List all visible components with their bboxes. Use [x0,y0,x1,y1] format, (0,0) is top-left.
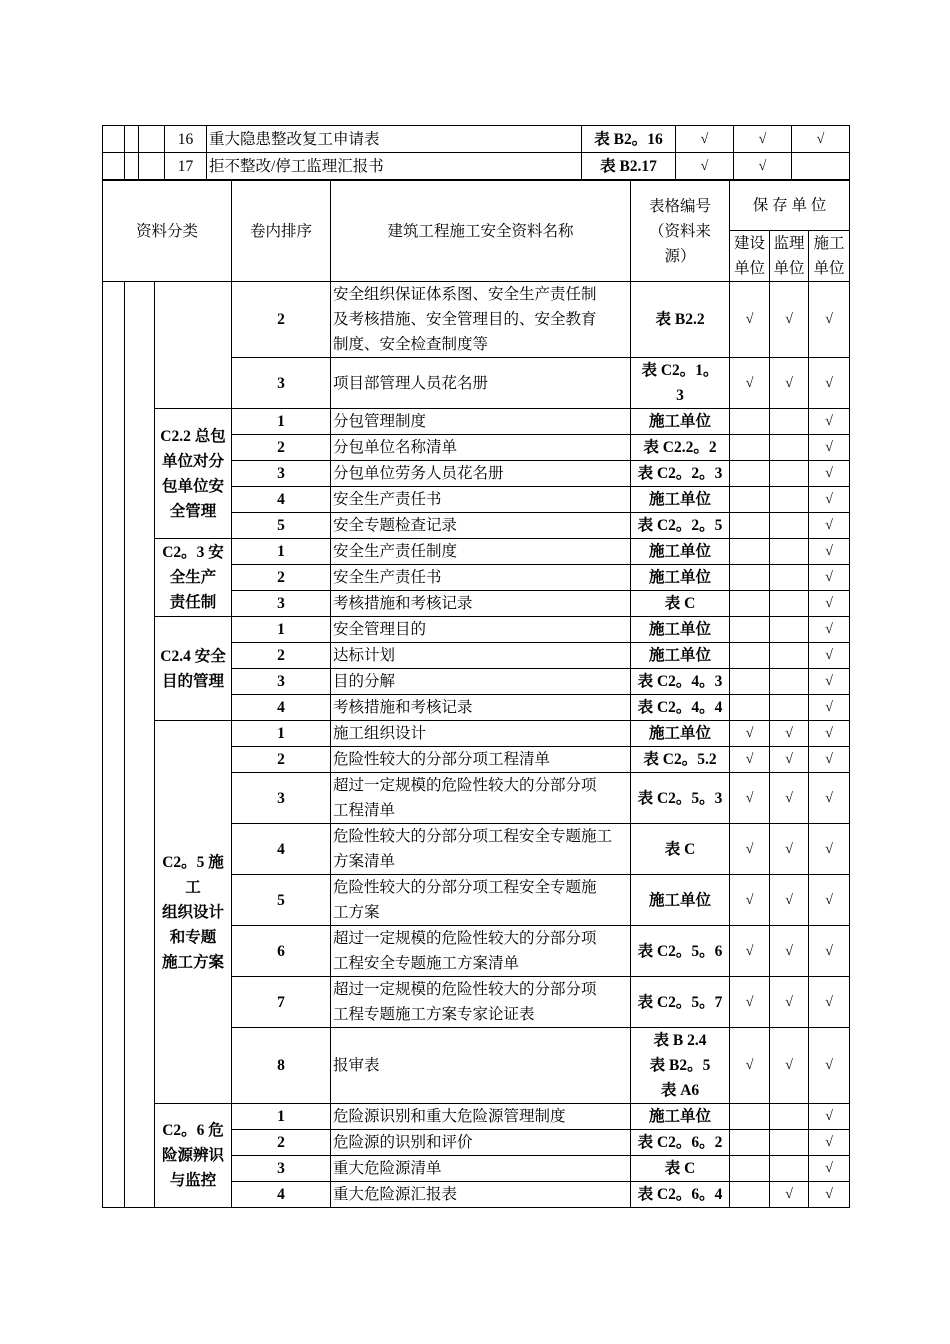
document-name-line: 目的分解 [333,673,396,690]
check-cell [730,643,770,669]
table-row [103,1104,850,1130]
form-code-line: 表 B2.2 [655,311,705,328]
form-code-line: 表 C2。5。7 [637,993,723,1011]
check-cell [730,409,770,435]
form-code [631,539,730,565]
document-name-line: 超过一定规模的危险性较大的分部分项 [333,930,597,947]
document-name-line: 考核措施和考核记录 [333,699,473,716]
check-cell [730,539,770,565]
check-cell [730,513,770,539]
check-cell: √ [809,1156,850,1182]
category-label-line: 与监控 [169,1172,217,1189]
check-cell: √ [809,824,850,875]
category-label-line: 单位对分 [162,452,225,470]
document-name [331,539,631,565]
header-unit-line: 建设 [734,235,766,252]
check-cell: √ [809,565,850,591]
document-name [331,1028,631,1104]
form-code [631,643,730,669]
document-name-line: 超过一定规模的危险性较大的分部分项 [333,777,597,794]
check-cell [730,461,770,487]
check-cell: √ [809,875,850,926]
document-name: 拒不整改/停工监理汇报书 [207,153,582,180]
check-cell: √ [809,1182,850,1208]
blank-cell [139,153,165,180]
form-code [631,747,730,773]
form-code [631,1182,730,1208]
check-cell: √ [809,977,850,1028]
check-cell: √ [730,1028,770,1104]
document-name [331,487,631,513]
document-name-line: 安全生产责任书 [333,569,442,586]
document-name-line: 分包管理制度 [333,413,427,430]
document-name-line: 危险性较大的分部分项工程安全专题施工 [333,828,613,845]
category-label [155,1104,232,1208]
check-cell: √ [770,721,809,747]
form-code [631,409,730,435]
document-name-line: 方案清单 [333,853,396,870]
document-name-line: 危险性较大的分部分项工程清单 [333,751,551,768]
row-number: 4 [232,1182,331,1208]
document-name: 重大隐患整改复工申请表 [207,126,582,153]
header-code-line: 表格编号 [649,197,712,215]
row-number: 17 [165,153,207,180]
form-code-line: 表 B2。5 [649,1057,711,1074]
row-number: 2 [232,565,331,591]
check-cell: √ [730,282,770,358]
blank-cell [103,153,125,180]
category-label-line: 工 [185,878,201,896]
check-cell [730,565,770,591]
document-name [331,977,631,1028]
form-code-line: 3 [676,387,684,404]
check-cell [770,1156,809,1182]
row-number: 2 [232,435,331,461]
header-code [631,181,730,282]
document-name [331,461,631,487]
check-cell [770,643,809,669]
check-cell: √ [770,977,809,1028]
form-code [631,721,730,747]
form-code-line: 施工单位 [649,1108,712,1125]
check-cell: √ [809,461,850,487]
category-label-line: 组织设计 [162,903,225,921]
document-name [331,282,631,358]
check-cell: √ [730,721,770,747]
check-cell: √ [730,747,770,773]
category-label-line: 全生产 [169,569,217,586]
document-name-line: 制度、安全检查制度等 [333,336,489,353]
top-table [102,125,850,180]
blank-cell [125,126,139,153]
document-name-line: 工程专题施工方案专家论证表 [333,1006,535,1023]
form-code-line: 表 C2。5。6 [637,942,723,960]
form-code [631,617,730,643]
row-number: 5 [232,513,331,539]
header-unit-line: 单位 [734,260,766,277]
document-name [331,695,631,721]
check-cell [730,695,770,721]
check-cell: √ [809,1130,850,1156]
category-label-line: C2。3 安 [162,544,224,561]
document-name-line: 施工组织设计 [333,725,427,742]
check-cell: √ [809,539,850,565]
check-cell: √ [770,824,809,875]
check-cell: √ [676,153,734,180]
check-cell: √ [770,747,809,773]
form-code-line: 表 C2。2。3 [637,465,723,482]
form-code [631,824,730,875]
check-cell: √ [809,358,850,409]
form-code-line: 施工单位 [649,569,712,586]
document-name-line: 重大危险源汇报表 [333,1186,458,1203]
document-name-line: 及考核措施、安全管理目的、安全教育 [333,311,597,328]
document-name-line: 危险源识别和重大危险源管理制度 [333,1108,566,1125]
form-code-line: 施工单位 [649,543,712,560]
form-code [631,565,730,591]
document-name [331,513,631,539]
row-number: 1 [232,1104,331,1130]
form-code-line: 表 C2。6。4 [637,1186,723,1203]
header-code-line: （资料来 [649,222,712,240]
check-cell [770,565,809,591]
document-name-line: 安全管理目的 [333,621,427,638]
check-cell [730,487,770,513]
check-cell [770,487,809,513]
check-cell [770,513,809,539]
form-code [631,977,730,1028]
check-cell [730,617,770,643]
check-cell: √ [770,773,809,824]
check-cell [792,153,850,180]
category-label-line: 目的管理 [162,672,225,690]
form-code-line: 表 C2。6。2 [637,1134,723,1151]
check-cell [770,539,809,565]
table-row [103,282,850,358]
row-number: 2 [232,747,331,773]
document-name [331,875,631,926]
row-number: 3 [232,669,331,695]
form-code: 表 B2。16 [582,126,676,153]
form-code-line: 表 C [664,1160,696,1177]
form-code [631,875,730,926]
form-code [631,773,730,824]
category-label-line: 包单位安 [162,477,225,495]
form-code-line: 表 C2。2。5 [637,517,723,534]
form-code-line: 施工单位 [649,491,712,508]
row-number: 1 [232,721,331,747]
document-name-line: 安全组织保证体系图、安全生产责任制 [333,286,597,303]
form-code-line: 施工单位 [649,413,712,430]
form-code [631,1028,730,1104]
check-cell: √ [809,926,850,977]
main-table [102,180,850,1208]
category-label [155,721,232,1104]
row-number: 4 [232,824,331,875]
form-code-line: 表 C2。5。3 [637,789,723,807]
table-row [103,126,850,153]
document-name [331,926,631,977]
form-code-line: 施工单位 [649,891,712,909]
document-name [331,1130,631,1156]
document-name [331,358,631,409]
document-name [331,1104,631,1130]
row-number: 3 [232,773,331,824]
check-cell: √ [809,282,850,358]
check-cell [770,695,809,721]
table-row [103,617,850,643]
category-label-line: C2.4 安全 [160,647,226,665]
check-cell [770,461,809,487]
row-number: 2 [232,643,331,669]
row-number: 16 [165,126,207,153]
document-name-line: 项目部管理人员花名册 [333,374,489,392]
document-name-line: 超过一定规模的危险性较大的分部分项 [333,981,597,998]
check-cell: √ [809,409,850,435]
header-unit-line: 监理 [773,235,805,252]
check-cell: √ [730,358,770,409]
header-unit-line: 单位 [773,260,805,277]
check-cell: √ [730,824,770,875]
check-cell: √ [809,721,850,747]
document-name [331,669,631,695]
blank-cell [103,126,125,153]
form-code [631,513,730,539]
document-name [331,643,631,669]
check-cell: √ [809,747,850,773]
check-cell: √ [809,1104,850,1130]
form-code-line: 表 C2.2。2 [643,439,717,456]
row-number: 6 [232,926,331,977]
header-name: 建筑工程施工安全资料名称 [331,181,631,282]
form-code-line: 施工单位 [649,725,712,742]
header-unit-line: 施工 [813,235,845,252]
check-cell [770,669,809,695]
form-code [631,282,730,358]
document-name [331,565,631,591]
check-cell: √ [734,126,792,153]
document-name-line: 分包单位名称清单 [333,439,458,456]
form-code [631,487,730,513]
check-cell [730,669,770,695]
check-cell [730,591,770,617]
form-code-line: 施工单位 [649,647,712,664]
document-name [331,435,631,461]
document-name [331,773,631,824]
check-cell: √ [770,282,809,358]
row-number: 1 [232,539,331,565]
form-code-line: 表 C2。4。3 [637,673,723,690]
check-cell [730,1130,770,1156]
document-name-line: 安全专题检查记录 [333,517,458,534]
check-cell: √ [770,1028,809,1104]
check-cell [730,435,770,461]
table-row [103,153,850,180]
document-name-line: 危险性较大的分部分项工程安全专题施 [333,879,597,896]
row-number: 7 [232,977,331,1028]
check-cell: √ [730,977,770,1028]
row-number: 3 [232,591,331,617]
document-name [331,721,631,747]
form-code [631,461,730,487]
check-cell: √ [809,695,850,721]
document-name-line: 工方案 [333,904,380,921]
blank-cell [139,126,165,153]
document-name-line: 报审表 [333,1057,380,1074]
document-name-line: 安全生产责任书 [333,491,442,508]
check-cell: √ [809,435,850,461]
form-code-line: 表 C [664,595,696,612]
check-cell: √ [809,669,850,695]
check-cell: √ [770,1182,809,1208]
form-code [631,358,730,409]
category-label-line: 全管理 [169,502,217,520]
check-cell [770,1130,809,1156]
document-name-line: 工程安全专题施工方案清单 [333,955,520,972]
blank-cell [103,282,125,1208]
check-cell [730,1156,770,1182]
form-code [631,1130,730,1156]
check-cell: √ [809,773,850,824]
document-name-line: 危险源的识别和评价 [333,1134,473,1151]
check-cell: √ [770,926,809,977]
check-cell: √ [676,126,734,153]
category-label-line: 险源辨识 [162,1147,225,1164]
category-label-line: C2。6 危 [162,1122,224,1139]
form-code [631,695,730,721]
row-number: 3 [232,461,331,487]
category-label [155,539,232,617]
header-code-line: 源） [664,247,696,265]
category-label-line: 施工方案 [162,953,225,971]
document-name-line: 达标计划 [333,647,396,664]
header-order: 卷内排序 [232,181,331,282]
category-label [155,409,232,539]
check-cell: √ [770,358,809,409]
blank-cell [125,282,155,1208]
document-name-line: 安全生产责任制度 [333,543,458,560]
check-cell [770,1104,809,1130]
row-number: 1 [232,617,331,643]
form-code [631,591,730,617]
check-cell: √ [770,875,809,926]
form-code [631,669,730,695]
check-cell: √ [809,591,850,617]
document-name [331,824,631,875]
check-cell: √ [809,487,850,513]
row-number: 1 [232,409,331,435]
document-name-line: 重大危险源清单 [333,1160,442,1177]
category-label [155,617,232,721]
row-number: 3 [232,358,331,409]
document-name-line: 分包单位劳务人员花名册 [333,465,504,482]
check-cell [770,591,809,617]
form-code-line: 表 C2。5.2 [643,751,717,768]
header-keep: 保 存 单 位 [730,181,850,231]
table-row [103,539,850,565]
row-number: 4 [232,695,331,721]
check-cell [730,1182,770,1208]
category-label-line: C2。5 施 [162,853,224,871]
document-name [331,1182,631,1208]
form-code: 表 B2.17 [582,153,676,180]
row-number: 4 [232,487,331,513]
document-name-line: 工程清单 [333,802,396,819]
check-cell [770,409,809,435]
check-cell: √ [809,513,850,539]
document-name [331,747,631,773]
document-name [331,409,631,435]
document-name [331,617,631,643]
form-code-line: 表 C2。4。4 [637,699,723,716]
form-code-line: 施工单位 [649,621,712,638]
form-code [631,1104,730,1130]
form-code-line: 表 B 2.4 [653,1032,707,1049]
check-cell [770,435,809,461]
document-name-line: 考核措施和考核记录 [333,595,473,612]
check-cell: √ [734,153,792,180]
category-label-line: C2.2 总包 [160,427,226,445]
form-code-line: 表 C [664,840,696,858]
row-number: 3 [232,1156,331,1182]
form-code [631,1156,730,1182]
document-name [331,1156,631,1182]
document-name [331,591,631,617]
check-cell: √ [809,1028,850,1104]
form-code-line: 表 C2。1。 [641,362,719,379]
form-code-line: 表 A6 [660,1082,700,1099]
header-unit-line: 单位 [813,260,845,277]
form-code [631,926,730,977]
check-cell [770,617,809,643]
blank-cell [125,153,139,180]
header-category: 资料分类 [103,181,232,282]
check-cell: √ [809,617,850,643]
category-label [155,282,232,409]
check-cell: √ [730,875,770,926]
form-code [631,435,730,461]
check-cell: √ [730,773,770,824]
category-label-line: 责任制 [169,594,217,611]
table-row [103,721,850,747]
check-cell: √ [730,926,770,977]
row-number: 8 [232,1028,331,1104]
header-unit-construction [730,231,770,282]
category-label-line: 和专题 [169,928,217,946]
check-cell [730,1104,770,1130]
check-cell: √ [792,126,850,153]
row-number: 2 [232,1130,331,1156]
header-unit-supervision [770,231,809,282]
check-cell: √ [809,643,850,669]
row-number: 2 [232,282,331,358]
table-row [103,409,850,435]
row-number: 5 [232,875,331,926]
header-unit-contractor [809,231,850,282]
